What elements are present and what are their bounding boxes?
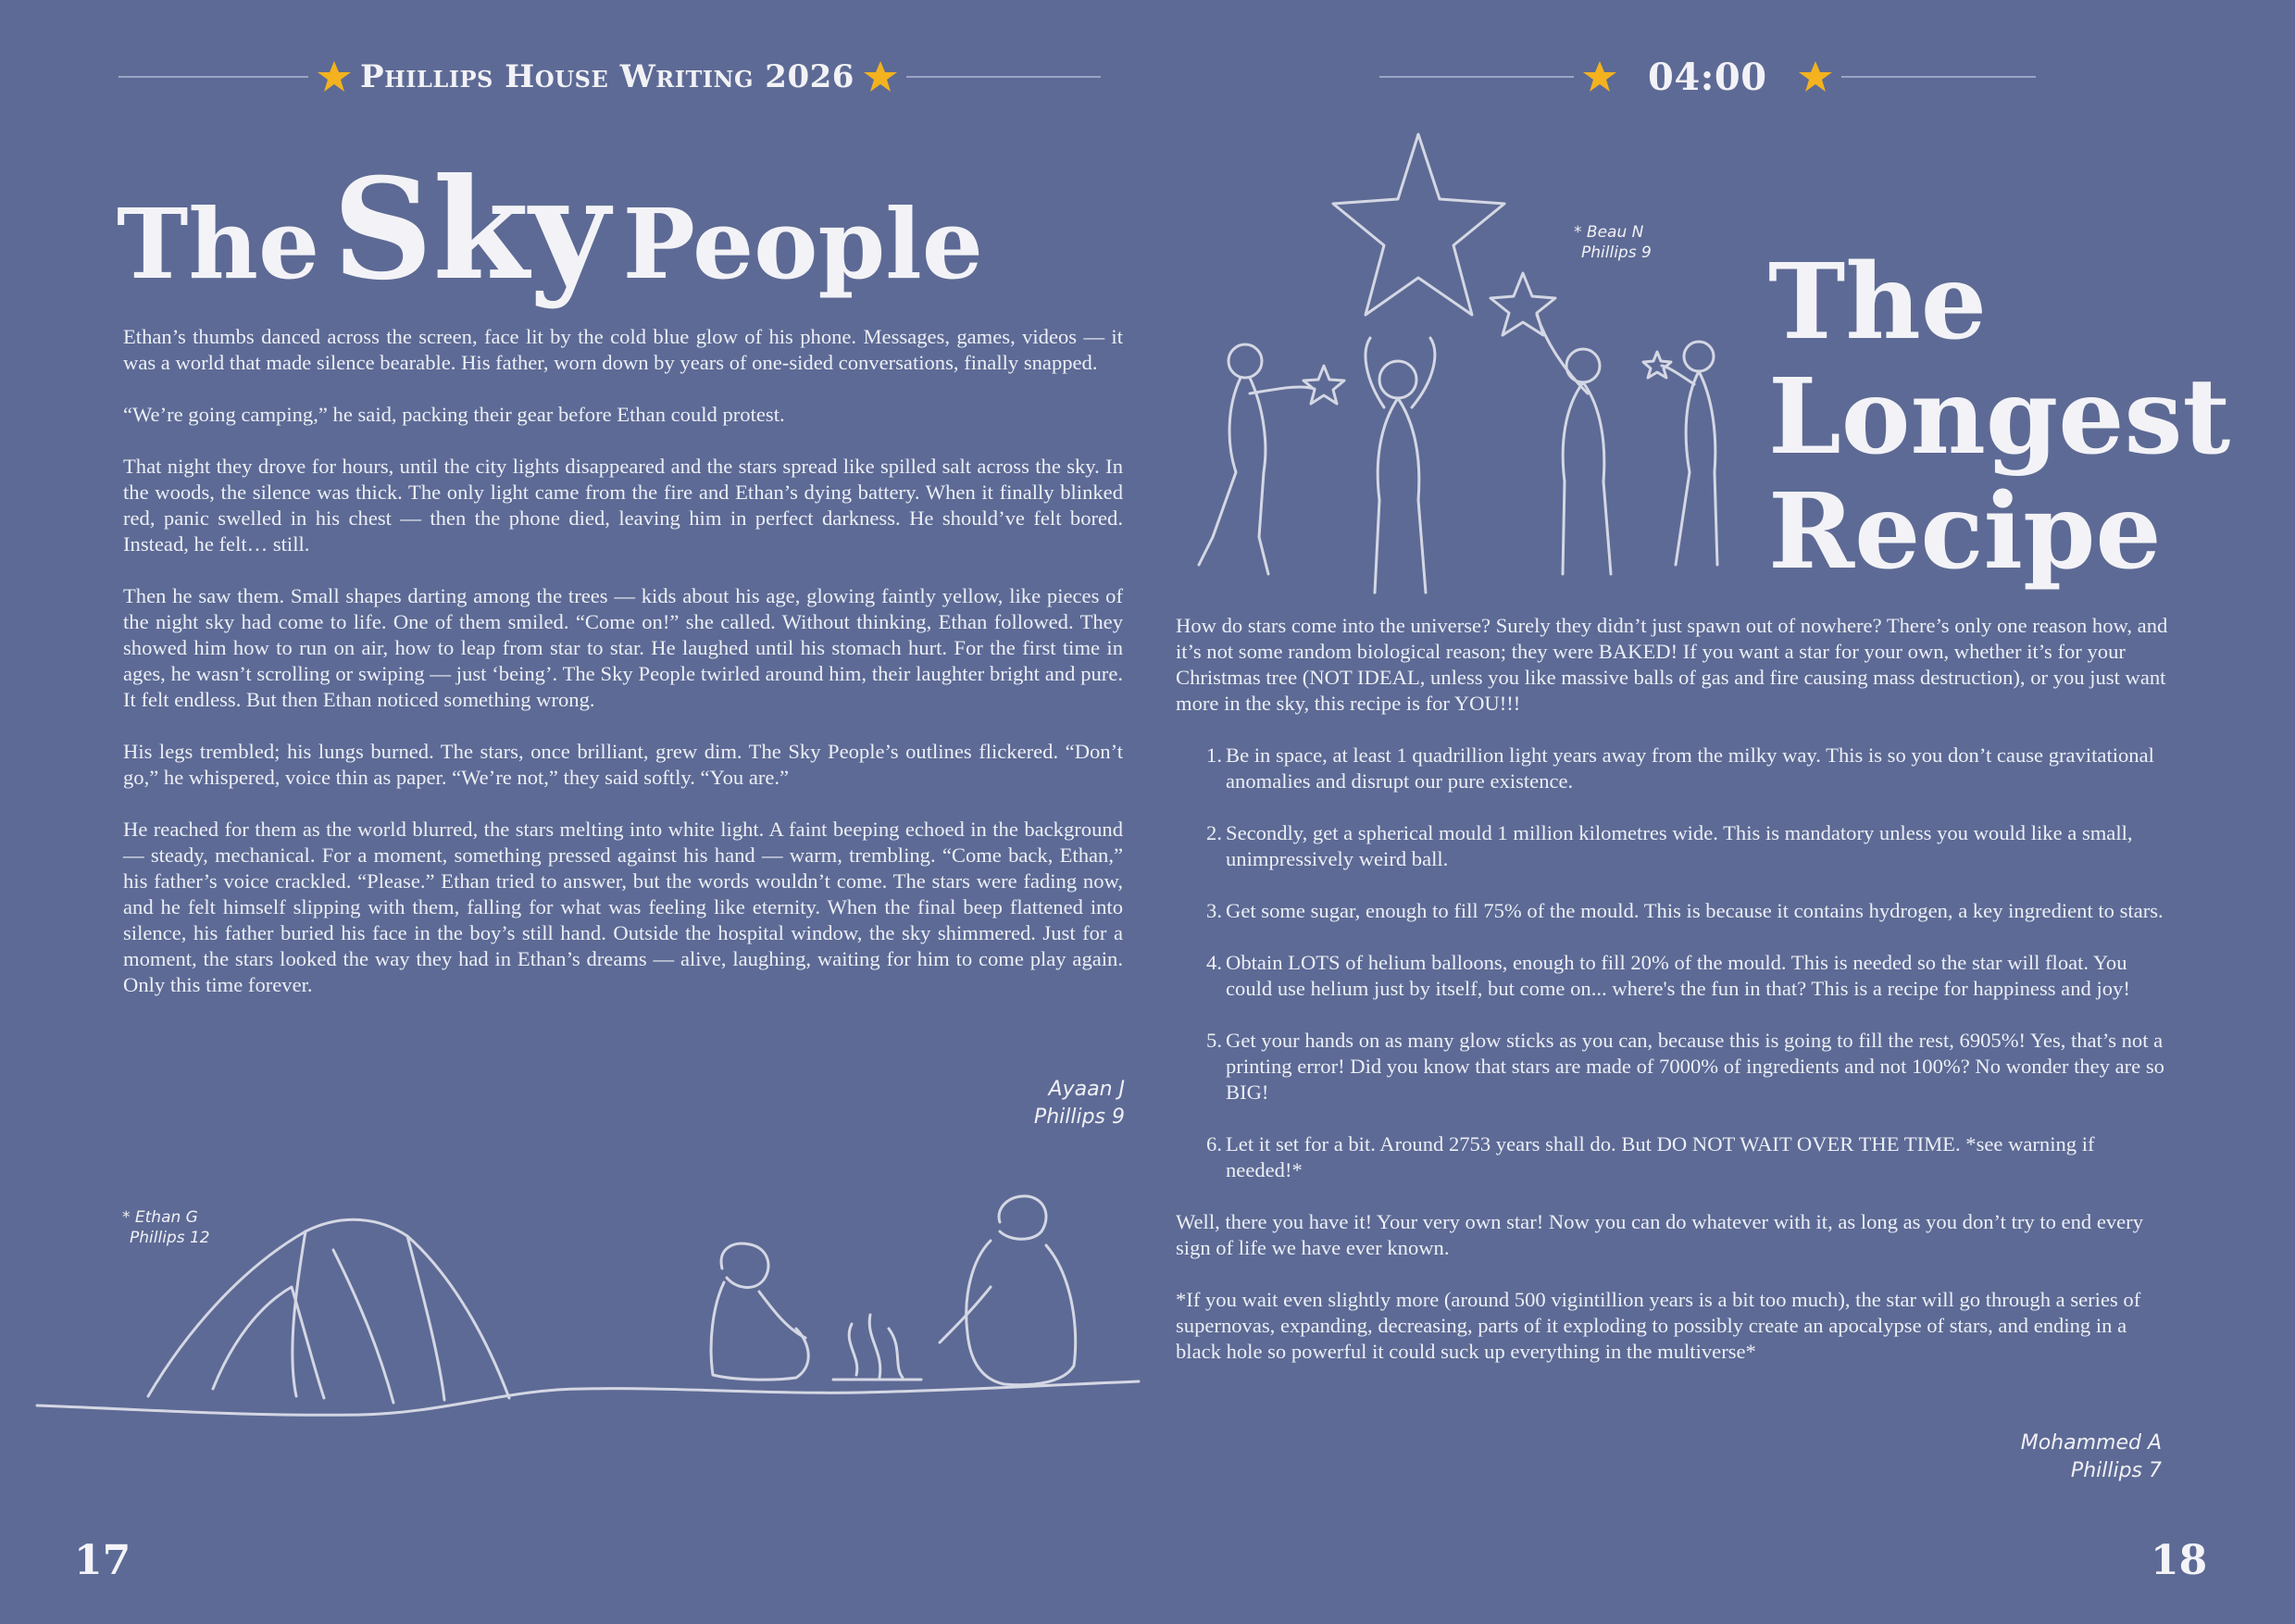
step-text: Obtain LOTS of helium balloons, enough to fill 20% of the mould. This is needed so the star will float. You could use helium just by itself, but come on... where's the fun in that? This is a recipe for happiness and joy! [1226, 951, 2130, 1000]
step-number: 4. [1206, 951, 1222, 974]
step-text: Secondly, get a spherical mould 1 million kilometres wide. This is mandatory unless you would like a small, unimpressively weird ball. [1226, 821, 2133, 870]
recipe-warning: *If you wait even slightly more (around 500 vigintillion years is a bit too much), the star will go through a series of supernovas, expanding, decreasing, parts of it exploding to possibly create an apocalypse of stars, and ending in a black hole so powerful it could suck up everything in the multiverse* [1176, 1288, 2141, 1363]
recipe-outro: Well, there you have it! Your very own star! Now you can do whatever with it, as long as you don’t try to end every sign of life we have ever known. [1176, 1210, 2144, 1259]
recipe-steps [1176, 743, 2171, 1183]
header-rule-right [906, 76, 1101, 78]
story-paragraph: He reached for them as the world blurred, the stars melting into white light. A faint beeping echoed in the background — steady, mechanical. For a moment, something pressed against his hand — warm, trembling. “Come back, Ethan,” his father’s voice crackled. “Please.” Ethan tried to answer, but the words wouldn’t come. The stars were fading now, and he felt himself slipping with them, falling for what was feeling like eternity. When the final beep flattened into silence, his father buried his face in the boy’s still hand. Outside the hospital window, the sky shimmered. Just for a moment, the stars looked the way they had in Ethan’s dreams — alive, laughing, waiting for him to come play again. Only this time forever. [123, 818, 1123, 996]
header-right [1379, 54, 2036, 100]
story-paragraph: “We’re going camping,” he said, packing their gear before Ethan could protest. [123, 403, 785, 426]
recipe-step [1176, 820, 2171, 872]
step-number: 2. [1206, 821, 1222, 844]
step-number: 6. [1206, 1132, 1222, 1156]
page-number-left: 17 [74, 1537, 131, 1584]
story-paragraph: Ethan’s thumbs danced across the screen, face lit by the cold blue glow of his phone. Messages, games, videos — it was a world that made silence bearable. His father, worn down by years of one-sided conversations, finally snapped. [123, 325, 1123, 374]
story-body [123, 324, 1123, 1024]
story-paragraph: Then he saw them. Small shapes darting among the trees — kids about his age, glowing faintly yellow, like pieces of the night sky had come to life. One of them smiled. “Come on!” she called. Without thinking, Ethan followed. They showed him how to run on air, how to leap from star to star. He laughed until his stomach hurt. For the first time in ages, he wasn’t scrolling or swiping — just ‘being’. The Sky People twirled around him, their laughter bright and pure. It felt endless. But then Ethan noticed something wrong. [123, 584, 1123, 711]
step-text: Get some sugar, enough to fill 75% of the mould. This is because it contains hydrogen, a key ingredient to stars. [1226, 899, 2164, 922]
story-author-name: Ayaan J [1048, 1078, 1125, 1101]
star-icon [862, 58, 899, 95]
step-text: Be in space, at least 1 quadrillion light years away from the milky way. This is so you don’t cause gravitational anomalies and disrupt our pure existence. [1226, 743, 2154, 793]
header-rule-right [1841, 76, 2036, 78]
header-left [118, 54, 1101, 100]
credit-house: Phillips 12 [130, 1229, 210, 1247]
header-rule-left [118, 76, 308, 78]
page-number-right: 18 [2151, 1537, 2208, 1584]
step-number: 1. [1206, 743, 1222, 767]
step-number: 5. [1206, 1029, 1222, 1052]
story-title-the: The [117, 187, 320, 301]
recipe-step [1176, 950, 2171, 1002]
recipe-title-line: Recipe [1768, 471, 2162, 593]
recipe-title-line: The [1768, 242, 1988, 363]
star-icon [316, 58, 353, 95]
people-holding-stars-icon [1176, 130, 1750, 602]
header-title: Phillips House Writing 2026 [360, 58, 854, 95]
header-rule-left [1379, 76, 1574, 78]
story-author [926, 1076, 1125, 1131]
recipe-step [1176, 1028, 2171, 1106]
recipe-title-line: Longest [1768, 356, 2231, 478]
recipe-step [1176, 898, 2171, 924]
story-paragraph: That night they drove for hours, until the city lights disappeared and the stars spread like spilled salt across the sky. In the woods, the silence was thick. The only light came from the fire and Ethan’s dying battery. When it finally blinked red, panic swelled in his chest — then the phone died, leaving him in perfect darkness. He should’ve felt bored. Instead, he felt… still. [123, 455, 1123, 556]
story-paragraph: His legs trembled; his lungs burned. The stars, once brilliant, grew dim. The Sky People’s outlines flickered. “Don’t go,” he whispered, voice thin as paper. “We’re not,” they said softly. “You are.” [123, 740, 1123, 789]
story-title [117, 148, 983, 315]
star-icon [1797, 58, 1834, 95]
header-time: 04:00 [1648, 55, 1767, 99]
camping-tent-campfire-icon [28, 1167, 1148, 1435]
star-icon [1581, 58, 1618, 95]
recipe-author-name: Mohammed A [2020, 1431, 2162, 1455]
recipe-author [1944, 1430, 2162, 1485]
recipe-author-house: Phillips 7 [2070, 1459, 2162, 1482]
step-number: 3. [1206, 899, 1222, 922]
recipe-title [1768, 242, 2231, 593]
story-title-people: People [622, 187, 983, 301]
story-author-house: Phillips 9 [1033, 1106, 1125, 1129]
step-text: Let it set for a bit. Around 2753 years shall do. But DO NOT WAIT OVER THE TIME. *see warning if needed!* [1226, 1132, 2095, 1181]
recipe-step [1176, 743, 2171, 794]
recipe-illustration-credit [1574, 222, 1652, 263]
recipe-body [1176, 613, 2171, 1391]
step-text: Get your hands on as many glow sticks as you can, because this is going to fill the rest, 6905%! Yes, that’s not a printing error! Did you know that stars are made of 7000% of ingredients and not 100%? No wonder they are so BIG! [1226, 1029, 2164, 1104]
credit-name: * Beau N [1574, 223, 1644, 242]
recipe-step [1176, 1131, 2171, 1183]
recipe-intro: How do stars come into the universe? Surely they didn’t just spawn out of nowhere? There’s only one reason how, and it’s not some random biological reason; they were BAKED! If you want a star for your own, whether it’s for your Christmas tree (NOT IDEAL, unless you like massive balls of gas and fire causing mass destruction), or you just want more in the sky, this recipe is for YOU!!! [1176, 614, 2168, 715]
story-title-sky: Sky [332, 148, 610, 311]
credit-house: Phillips 9 [1581, 244, 1652, 262]
credit-name: * Ethan G [122, 1208, 198, 1227]
